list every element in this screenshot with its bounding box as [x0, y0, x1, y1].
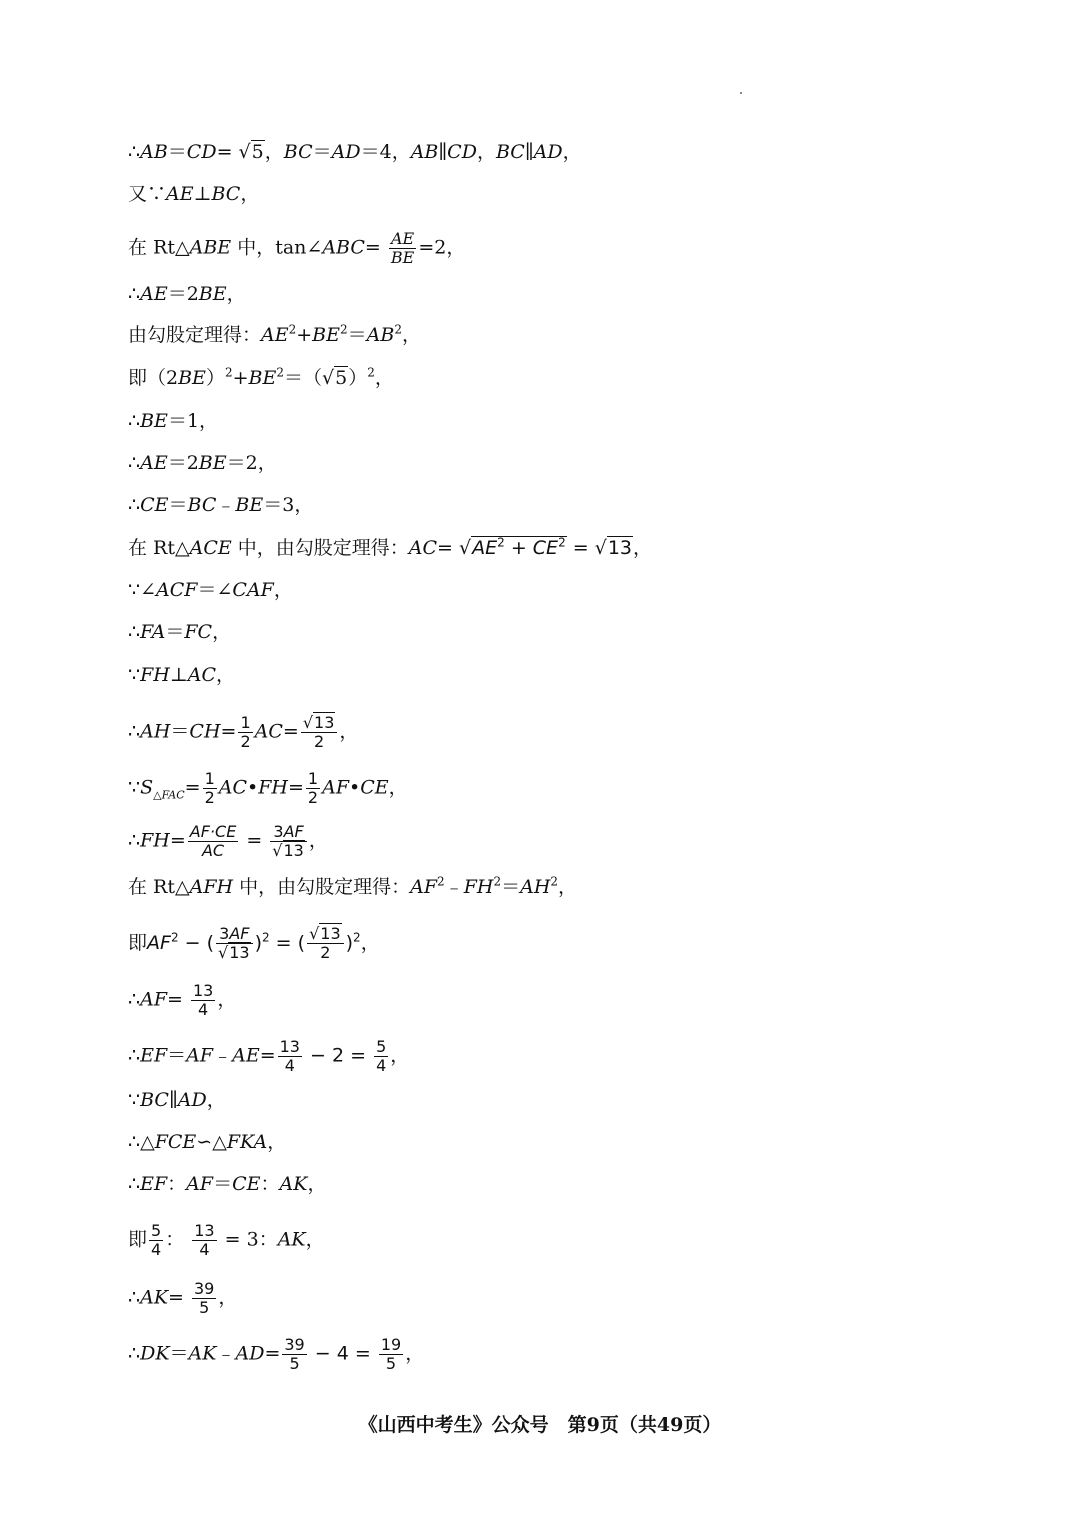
page-footer: 《山西中考生》公众号 第9页（共49页） [358, 1414, 722, 1436]
line-22: ∴△FCE∽△FKA， [128, 1131, 287, 1153]
line-12: ∴FA＝FC， [128, 621, 232, 643]
line-1: ∴AB＝CD= √5，BC＝AD＝4，AB∥CD，BC∥AD， [128, 141, 582, 163]
line-11: ∵∠ACF＝∠CAF， [128, 579, 293, 601]
line-20: ∴EF＝AF﹣AE= $\frac{13}{4}$ − 2 = $\frac{5}{4}$ ， [128, 1037, 410, 1075]
line-26: ∴DK＝AK﹣AD= $\frac{39}{5}$ − 4 = $\frac{19}{5}$ ， [128, 1335, 425, 1373]
line-21: ∵BC∥AD， [128, 1089, 226, 1111]
scan-speck [740, 92, 742, 94]
line-24: 即 $\frac{5}{4}$ ： $\frac{13}{4}$ = 3：AK， [128, 1221, 325, 1259]
line-14: ∴AH＝CH= $\frac{1}{2}$ AC= $\frac{√13}{2}$ ， [128, 713, 359, 751]
line-7: ∴BE＝1， [128, 410, 219, 432]
line-9: ∴CE＝BC﹣BE＝3， [128, 494, 314, 516]
line-18: 即$AF^2$ − ( $\frac{3AF}{√13}$ )$^2$ = ( $\frac{√13}{2}$ )$^2$， [128, 924, 380, 962]
line-19: ∴AF= $\frac{13}{4}$ ， [128, 981, 237, 1019]
line-8: ∴AE＝2BE＝2， [128, 452, 277, 474]
line-13: ∵FH⊥AC， [128, 664, 236, 686]
line-5: 由勾股定理得：$AE^2+BE^2=AB^2$， [128, 322, 422, 346]
line-10: 在 Rt△ACE 中，由勾股定理得：$AC= √AE^2 + CE^2 = √13$， [128, 535, 653, 559]
line-3: 在 Rt△ABE 中，tan∠ABC= $\frac{AE}{BE}$ =2， [128, 229, 466, 267]
line-15: $\because S_{\triangle FAC}=$ $\frac{1}{2}$ AC•FH= $\frac{1}{2}$ AF•CE， [128, 769, 408, 807]
line-25: ∴AK= $\frac{39}{5}$ ， [128, 1279, 238, 1317]
line-4: ∴AE＝2BE， [128, 283, 246, 305]
line-23: ∴EF：AF＝CE：AK， [128, 1173, 327, 1195]
line-2: 又∵AE⊥BC， [128, 183, 260, 205]
line-17: 在 Rt△AFH 中，由勾股定理得：$AF^2﹣FH^2=AH^2$， [128, 874, 578, 898]
line-6: 即$(2BE)^2+BE^2=(√5)^2$， [128, 365, 394, 389]
line-16: ∴FH= $\frac{AF\cdot CE}{AC}$ = $\frac{3AF}{√13}$ ， [128, 822, 328, 860]
